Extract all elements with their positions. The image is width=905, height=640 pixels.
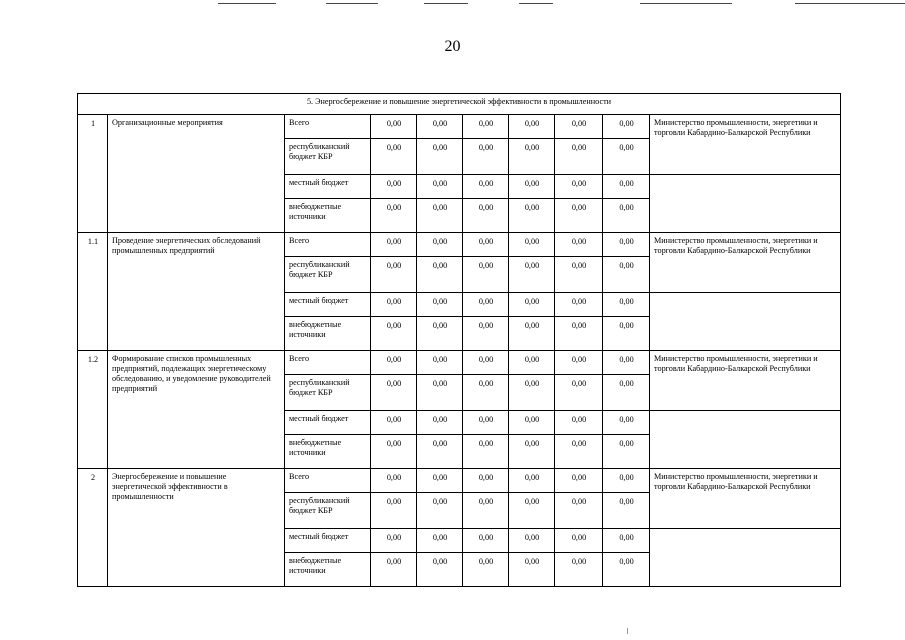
amount-cell: 0,00 [555,411,603,435]
amount-cell: 0,00 [555,375,603,411]
amount-cell: 0,00 [555,553,603,587]
table-row [78,115,841,139]
executor: Министерство промышленности, энергетики и торговли Кабардино-Балкарской Республики [650,351,841,411]
amount-cell: 0,00 [555,115,603,139]
funding-source: местный бюджет [285,411,371,435]
table-row [78,351,841,375]
amount-cell: 0,00 [603,257,650,293]
amount-cell: 0,00 [555,175,603,199]
executor-empty-cell [650,529,841,587]
amount-cell: 0,00 [509,233,555,257]
amount-cell: 0,00 [371,317,417,351]
amount-cell: 0,00 [509,139,555,175]
amount-cell: 0,00 [509,493,555,529]
amount-cell: 0,00 [371,411,417,435]
amount-cell: 0,00 [463,317,509,351]
edge-rule [795,3,905,4]
amount-cell: 0,00 [371,257,417,293]
amount-cell: 0,00 [463,293,509,317]
amount-cell: 0,00 [509,257,555,293]
amount-cell: 0,00 [417,351,463,375]
item-number: 1 [78,115,108,233]
amount-cell: 0,00 [555,199,603,233]
amount-cell: 0,00 [509,175,555,199]
amount-cell: 0,00 [371,139,417,175]
edge-rule [519,3,553,4]
amount-cell: 0,00 [555,233,603,257]
top-edge-rules [0,0,905,8]
item-number: 2 [78,469,108,587]
amount-cell: 0,00 [509,199,555,233]
amount-cell: 0,00 [417,529,463,553]
funding-source: внебюджетные источники [285,199,371,233]
funding-source: республиканский бюджет КБР [285,375,371,411]
funding-source: внебюджетные источники [285,553,371,587]
amount-cell: 0,00 [463,469,509,493]
amount-cell: 0,00 [371,233,417,257]
amount-cell: 0,00 [417,317,463,351]
funding-source: республиканский бюджет КБР [285,257,371,293]
amount-cell: 0,00 [555,317,603,351]
funding-source: республиканский бюджет КБР [285,493,371,529]
scan-mark [627,628,628,634]
amount-cell: 0,00 [509,375,555,411]
amount-cell: 0,00 [509,553,555,587]
amount-cell: 0,00 [555,257,603,293]
amount-cell: 0,00 [509,435,555,469]
amount-cell: 0,00 [463,529,509,553]
amount-cell: 0,00 [603,233,650,257]
amount-cell: 0,00 [417,469,463,493]
edge-rule [640,3,732,4]
amount-cell: 0,00 [603,529,650,553]
amount-cell: 0,00 [417,257,463,293]
amount-cell: 0,00 [603,553,650,587]
amount-cell: 0,00 [417,175,463,199]
amount-cell: 0,00 [463,493,509,529]
amount-cell: 0,00 [371,293,417,317]
funding-source: Всего [285,115,371,139]
program-table [77,93,841,587]
amount-cell: 0,00 [463,257,509,293]
amount-cell: 0,00 [463,115,509,139]
measure-name: Энергосбережение и повышение энергетической эффективности в промышленности [108,469,285,587]
amount-cell: 0,00 [463,351,509,375]
amount-cell: 0,00 [417,233,463,257]
amount-cell: 0,00 [417,553,463,587]
amount-cell: 0,00 [603,139,650,175]
amount-cell: 0,00 [371,435,417,469]
amount-cell: 0,00 [417,293,463,317]
amount-cell: 0,00 [555,435,603,469]
edge-rule [218,3,276,4]
item-number: 1.1 [78,233,108,351]
funding-source: местный бюджет [285,529,371,553]
amount-cell: 0,00 [371,175,417,199]
funding-source: Всего [285,351,371,375]
amount-cell: 0,00 [371,529,417,553]
amount-cell: 0,00 [417,493,463,529]
amount-cell: 0,00 [603,175,650,199]
amount-cell: 0,00 [603,375,650,411]
funding-source: внебюджетные источники [285,317,371,351]
amount-cell: 0,00 [371,493,417,529]
amount-cell: 0,00 [555,351,603,375]
executor: Министерство промышленности, энергетики и торговли Кабардино-Балкарской Республики [650,115,841,175]
amount-cell: 0,00 [509,529,555,553]
table-row [78,469,841,493]
amount-cell: 0,00 [371,553,417,587]
edge-rule [424,3,468,4]
amount-cell: 0,00 [371,351,417,375]
amount-cell: 0,00 [509,411,555,435]
executor-empty-cell [650,175,841,233]
amount-cell: 0,00 [509,469,555,493]
amount-cell: 0,00 [417,199,463,233]
section-header-row [78,94,841,115]
measure-name: Организационные мероприятия [108,115,285,233]
funding-source: внебюджетные источники [285,435,371,469]
amount-cell: 0,00 [603,435,650,469]
amount-cell: 0,00 [603,411,650,435]
amount-cell: 0,00 [371,469,417,493]
amount-cell: 0,00 [463,199,509,233]
amount-cell: 0,00 [463,435,509,469]
funding-source: Всего [285,233,371,257]
amount-cell: 0,00 [463,553,509,587]
amount-cell: 0,00 [371,375,417,411]
amount-cell: 0,00 [603,293,650,317]
measure-name: Проведение энергетических обследований промышленных предприятий [108,233,285,351]
executor-empty-cell [650,411,841,469]
amount-cell: 0,00 [509,351,555,375]
amount-cell: 0,00 [555,469,603,493]
amount-cell: 0,00 [555,529,603,553]
page-number: 20 [444,38,461,55]
amount-cell: 0,00 [509,293,555,317]
funding-source: Всего [285,469,371,493]
amount-cell: 0,00 [463,139,509,175]
section-title: 5. Энергосбережение и повышение энергетической эффективности в промышленности [78,94,841,115]
amount-cell: 0,00 [555,493,603,529]
amount-cell: 0,00 [463,411,509,435]
amount-cell: 0,00 [603,469,650,493]
amount-cell: 0,00 [603,317,650,351]
amount-cell: 0,00 [463,175,509,199]
edge-rule [326,3,378,4]
amount-cell: 0,00 [417,411,463,435]
amount-cell: 0,00 [603,351,650,375]
executor: Министерство промышленности, энергетики и торговли Кабардино-Балкарской Республики [650,233,841,293]
executor-empty-cell [650,293,841,351]
funding-source: местный бюджет [285,293,371,317]
amount-cell: 0,00 [417,375,463,411]
measure-name: Формирование списков промышленных предприятий, подлежащих энергетическому обследованию, и уведомление руководителей предприятий [108,351,285,469]
amount-cell: 0,00 [371,115,417,139]
amount-cell: 0,00 [417,139,463,175]
amount-cell: 0,00 [463,375,509,411]
item-number: 1.2 [78,351,108,469]
amount-cell: 0,00 [463,233,509,257]
amount-cell: 0,00 [603,115,650,139]
amount-cell: 0,00 [417,435,463,469]
amount-cell: 0,00 [603,493,650,529]
amount-cell: 0,00 [555,293,603,317]
amount-cell: 0,00 [555,139,603,175]
amount-cell: 0,00 [509,115,555,139]
table-row [78,233,841,257]
amount-cell: 0,00 [371,199,417,233]
funding-source: местный бюджет [285,175,371,199]
executor: Министерство промышленности, энергетики и торговли Кабардино-Балкарской Республики [650,469,841,529]
funding-source: республиканский бюджет КБР [285,139,371,175]
amount-cell: 0,00 [417,115,463,139]
amount-cell: 0,00 [603,199,650,233]
amount-cell: 0,00 [509,317,555,351]
